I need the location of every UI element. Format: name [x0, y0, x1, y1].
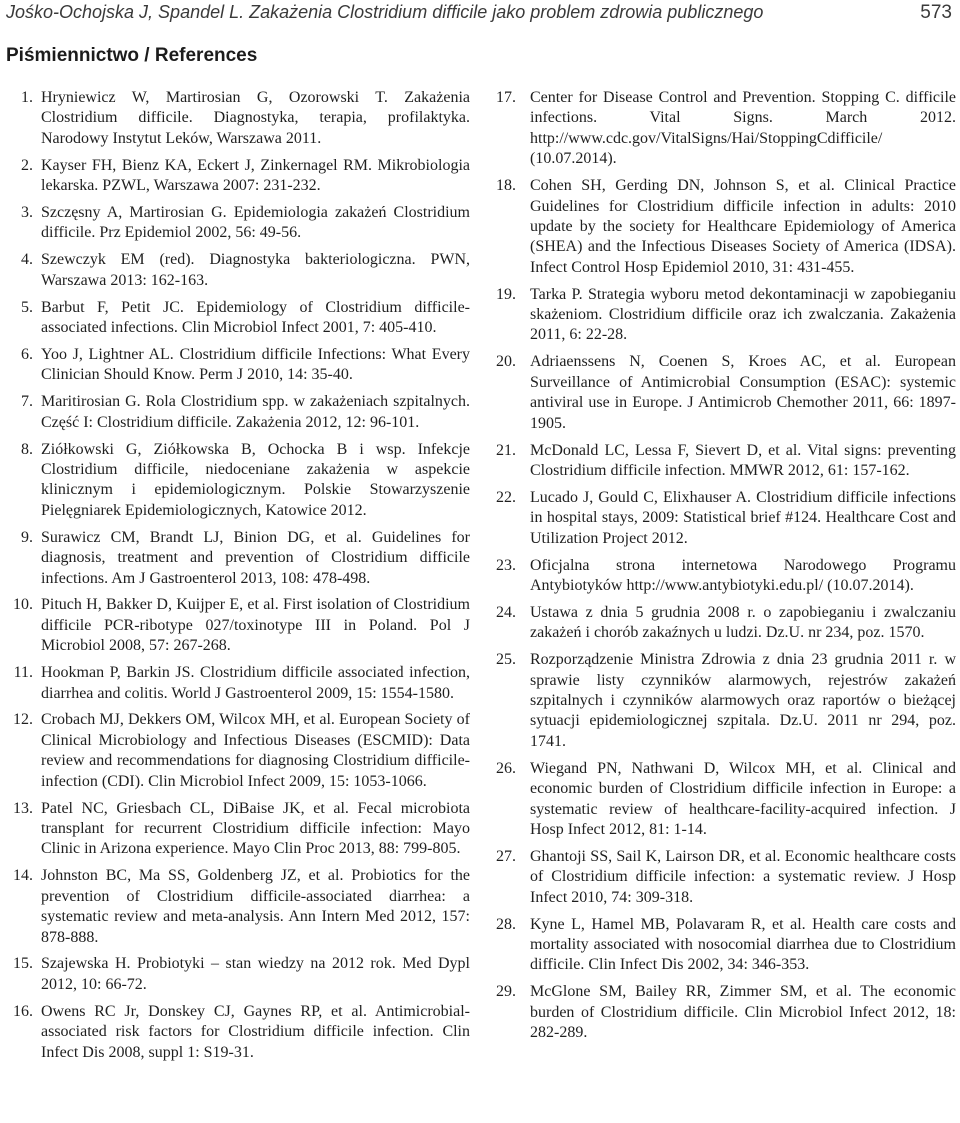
reference-number: 9.	[21, 528, 33, 546]
reference-text: Rozporządzenie Ministra Zdrowia z dnia 23 grudnia 2011 r. w sprawie listy czynników alarmowych, rejestrów zakażeń szpitalnych i czynników alarmowych oraz raportów o bieżącej sytuacji epidemiologicznej szpitala. Dz.U. 2011 nr 294, poz. 1741.	[530, 651, 956, 750]
reference-item	[8, 799, 470, 860]
reference-item	[496, 603, 956, 644]
reference-number: 22.	[496, 488, 516, 506]
references-column-left	[8, 88, 470, 1069]
reference-text: Ghantoji SS, Sail K, Lairson DR, et al. Economic healthcare costs of Clostridium difficile infection: a systematic review. J Hosp Infect 2010, 74: 309-318.	[530, 847, 956, 906]
running-header	[6, 2, 952, 28]
reference-item	[496, 285, 956, 346]
running-title: Jośko-Ochojska J, Spandel L. Zakażenia Clostridium difficile jako problem zdrowia publicznego	[6, 2, 764, 22]
reference-number: 5.	[21, 298, 33, 316]
reference-text: Barbut F, Petit JC. Epidemiology of Clostridium difficile-associated infections. Clin Microbiol Infect 2001, 7: 405-410.	[41, 298, 470, 337]
reference-number: 28.	[496, 915, 516, 933]
reference-text: Ustawa z dnia 5 grudnia 2008 r. o zapobieganiu i zwalczaniu zakażeń i chorób zakaźnych u ludzi. Dz.U. nr 234, poz. 1570.	[530, 603, 956, 642]
reference-item	[496, 650, 956, 752]
reference-text: Hryniewicz W, Martirosian G, Ozorowski T. Zakażenia Clostridium difficile. Diagnostyka, terapia, profilaktyka. Narodowy Instytut Leków, Warszawa 2011.	[41, 89, 470, 147]
reference-item	[8, 392, 470, 433]
reference-number: 15.	[13, 955, 33, 973]
reference-text: Yoo J, Lightner AL. Clostridium difficile Infections: What Every Clinician Should Know. Perm J 2010, 14: 35-40.	[41, 345, 470, 384]
reference-text: McGlone SM, Bailey RR, Zimmer SM, et al. The economic burden of Clostridium difficile. Clin Microbiol Infect 2012, 18: 282-289.	[530, 983, 956, 1042]
reference-item	[8, 866, 470, 948]
reference-text: Tarka P. Strategia wyboru metod dekontaminacji w zapobieganiu skażeniom. Clostridium difficile oraz ich zwalczania. Zakażenia 2011, 6: 22-28.	[530, 285, 956, 344]
reference-number: 10.	[13, 596, 33, 614]
reference-number: 26.	[496, 759, 516, 777]
reference-number: 21.	[496, 441, 516, 459]
reference-number: 27.	[496, 847, 516, 865]
reference-number: 1.	[21, 89, 33, 106]
reference-item	[496, 88, 956, 170]
reference-text: Hookman P, Barkin JS. Clostridium difficile associated infection, diarrhea and colitis. World J Gastroenterol 2009, 15: 1554-1580.	[41, 664, 470, 702]
reference-item	[496, 441, 956, 482]
reference-text: Szajewska H. Probiotyki – stan wiedzy na 2012 rok. Med Dypl 2012, 10: 66-72.	[41, 955, 470, 993]
reference-number: 4.	[21, 251, 33, 269]
reference-text: Pituch H, Bakker D, Kuijper E, et al. First isolation of Clostridium difficile PCR-ribotype 027/toxinotype III in Poland. Pol J Microbiol 2008, 57: 267-268.	[41, 596, 470, 655]
reference-item	[8, 250, 470, 291]
reference-item	[496, 759, 956, 841]
reference-number: 12.	[13, 711, 33, 729]
reference-text: Adriaenssens N, Coenen S, Kroes AC, et al. European Surveillance of Antimicrobial Consumption (ESAC): systemic antiviral use in Europe. J Antimicrob Chemother 2011, 66: 1897-1905.	[530, 353, 956, 432]
reference-item	[496, 847, 956, 908]
reference-item	[8, 88, 470, 149]
reference-item	[8, 298, 470, 339]
reference-item	[8, 710, 470, 792]
reference-number: 19.	[496, 285, 516, 303]
reference-item	[496, 352, 956, 434]
reference-number: 16.	[13, 1002, 33, 1020]
section-title: Piśmiennictwo / References	[6, 45, 258, 66]
reference-text: Cohen SH, Gerding DN, Johnson S, et al. Clinical Practice Guidelines for Clostridium difficile infection in adults: 2010 update by the society for Healthcare Epidemiology of America (SHEA) and the Infectious Diseases Society of America (IDSA). Infect Control Hosp Epidemiol 2010, 31: 431-455.	[530, 177, 956, 276]
reference-number: 23.	[496, 556, 516, 574]
reference-text: Szewczyk EM (red). Diagnostyka bakteriologiczna. PWN, Warszawa 2013: 162-163.	[41, 251, 470, 289]
reference-number: 29.	[496, 983, 516, 1001]
reference-text: Ziółkowski G, Ziółkowska B, Ochocka B i wsp. Infekcje Clostridium difficile, niedoceniane zakażenia w aspekcie klinicznym i epidemiologicznym. Polskie Stowarzyszenie Pielęgniarek Epidemiologicznych, Katowice 2012.	[41, 440, 470, 519]
reference-number: 2.	[21, 156, 33, 174]
reference-number: 24.	[496, 603, 516, 621]
reference-item	[496, 915, 956, 976]
reference-text: Owens RC Jr, Donskey CJ, Gaynes RP, et al. Antimicrobial-associated risk factors for Clostridium difficile infection. Clin Infect Dis 2008, suppl 1: S19-31.	[41, 1002, 470, 1061]
reference-number: 6.	[21, 345, 33, 363]
reference-item	[496, 488, 956, 549]
reference-item	[8, 440, 470, 522]
reference-number: 20.	[496, 353, 516, 371]
reference-item	[496, 982, 956, 1043]
reference-text: Kayser FH, Bienz KA, Eckert J, Zinkernagel RM. Mikrobiologia lekarska. PZWL, Warszawa 2007: 231-232.	[41, 156, 470, 195]
references-column-right	[496, 88, 956, 1050]
reference-text: McDonald LC, Lessa F, Sievert D, et al. Vital signs: preventing Clostridium difficile infection. MMWR 2012, 61: 157-162.	[530, 441, 956, 479]
reference-text: Crobach MJ, Dekkers OM, Wilcox MH, et al. European Society of Clinical Microbiology and Infectious Diseases (ESCMID): Data review and recommendations for diagnosing Clostridium difficile-infection (CDI). Clin Microbiol Infect 2009, 15: 1053-1066.	[41, 711, 470, 790]
reference-text: Maritirosian G. Rola Clostridium spp. w zakażeniach szpitalnych. Część I: Clostridium difficile. Zakażenia 2012, 12: 96-101.	[41, 393, 470, 431]
reference-item	[8, 156, 470, 197]
reference-number: 25.	[496, 651, 516, 669]
reference-text: Surawicz CM, Brandt LJ, Binion DG, et al. Guidelines for diagnosis, treatment and prevention of Clostridium difficile infections. Am J Gastroenterol 2013, 108: 478-498.	[41, 528, 470, 587]
reference-number: 11.	[13, 664, 33, 682]
reference-number: 18.	[496, 177, 516, 195]
reference-number: 13.	[13, 799, 33, 817]
reference-item	[8, 345, 470, 386]
reference-number: 3.	[21, 204, 33, 222]
page-number: 573	[920, 2, 952, 23]
reference-item	[496, 556, 956, 597]
reference-number: 7.	[21, 393, 33, 411]
reference-item	[496, 176, 956, 278]
reference-item	[8, 203, 470, 244]
reference-text: Johnston BC, Ma SS, Goldenberg JZ, et al. Probiotics for the prevention of Clostridium difficile-associated diarrhea: a systematic review and meta-analysis. Ann Intern Med 2012, 157: 878-888.	[41, 867, 470, 946]
reference-item	[8, 663, 470, 704]
reference-number: 17.	[496, 89, 516, 106]
reference-text: Oficjalna strona internetowa Narodowego Programu Antybiotyków http://www.antybiotyki.edu.pl/ (10.07.2014).	[530, 556, 956, 594]
reference-item	[8, 954, 470, 995]
reference-item	[8, 1002, 470, 1063]
reference-text: Patel NC, Griesbach CL, DiBaise JK, et al. Fecal microbiota transplant for recurrent Clostridium difficile infection: Mayo Clinic in Arizona experience. Mayo Clin Proc 2013, 88: 799-805.	[41, 799, 470, 858]
reference-number: 14.	[13, 867, 33, 885]
reference-number: 8.	[21, 440, 33, 458]
reference-text: Center for Disease Control and Prevention. Stopping C. difficile infections. Vital Signs. March 2012. http://www.cdc.gov/VitalSigns/Hai/StoppingCdifficile/ (10.07.2014).	[530, 89, 956, 168]
reference-item	[8, 595, 470, 656]
reference-text: Lucado J, Gould C, Elixhauser A. Clostridium difficile infections in hospital stays, 2009: Statistical brief #124. Healthcare Cost and Utilization Project 2012.	[530, 488, 956, 547]
reference-text: Wiegand PN, Nathwani D, Wilcox MH, et al. Clinical and economic burden of Clostridium difficile infection in Europe: a systematic review of healthcare-facility-acquired infection. J Hosp Infect 2012, 81: 1-14.	[530, 759, 956, 838]
reference-item	[8, 528, 470, 589]
reference-text: Kyne L, Hamel MB, Polavaram R, et al. Health care costs and mortality associated with nosocomial diarrhea due to Clostridium difficile. Clin Infect Dis 2002, 34: 346-353.	[530, 915, 956, 974]
reference-text: Szczęsny A, Martirosian G. Epidemiologia zakażeń Clostridium difficile. Prz Epidemiol 2002, 56: 49-56.	[41, 204, 470, 242]
